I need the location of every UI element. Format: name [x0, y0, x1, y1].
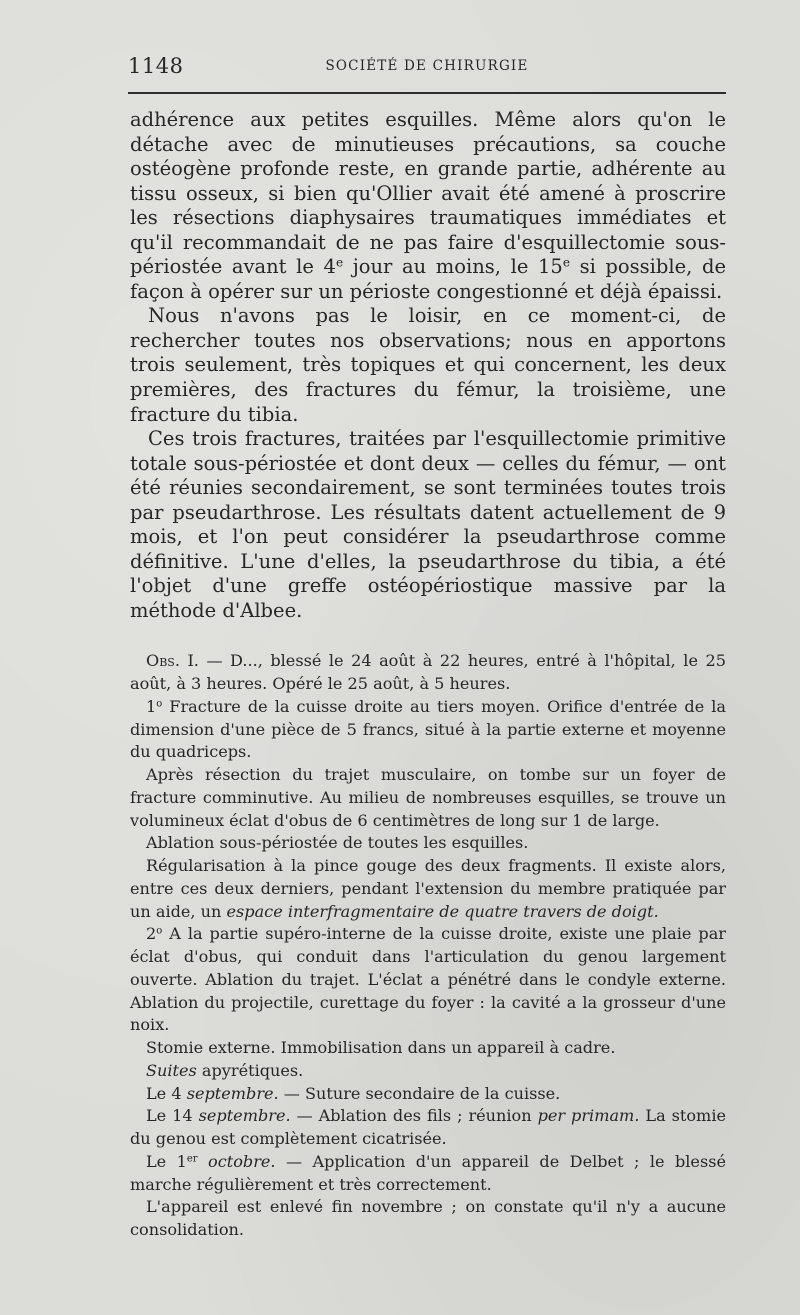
body-text: [130, 108, 726, 1242]
observation-14-septembre: Le 14 septembre. — Ablation des fils ; réunion per primam. La stomie du genou est complètement cicatrisée.: [130, 1106, 726, 1149]
observation-4-septembre: Le 4 septembre. — Suture secondaire de la cuisse.: [146, 1083, 561, 1103]
header-rule: [128, 92, 726, 94]
section-gap: [130, 623, 726, 650]
observation-stomie: Stomie externe. Immobilisation dans un appareil à cadre.: [146, 1038, 616, 1058]
observation-1-octobre: Le 1er octobre. — Application d'un appareil de Delbet ; le blessé marche régulièrement et très correctement.: [130, 1151, 726, 1194]
paragraph-fractures: Ces trois fractures, traitées par l'esquillectomie primitive totale sous-périostée et dont deux — celles du fémur, — ont été réunies secondairement, se sont terminées toutes trois par pseudarthrose. Les résultats datent actuellement de 9 mois, et l'on peut considérer la pseudarthrose comme définitive. L'une d'elles, la pseudarthrose du tibia, a été l'objet d'une greffe ostéopériostique massive par la méthode d'Albee.: [130, 427, 726, 622]
observation-ablation: Ablation sous-périostée de toutes les esquilles.: [146, 833, 529, 853]
observation-resection: Après résection du trajet musculaire, on tombe sur un foyer de fracture comminutive. Au milieu de nombreuses esquilles, se trouve un volumineux éclat d'obus de 6 centimètres de long sur 1 de large.: [130, 765, 726, 830]
paragraph-continuation: adhérence aux petites esquilles. Même alors qu'on le détache avec de minutieuses précautions, sa couche ostéogène profonde reste, en grande partie, adhérente au tissu osseux, si bien qu'Ollier avait été amené à proscrire les résections diaphysaires traumatiques immédiates et qu'il recommandait de ne pas faire d'esquillectomie sous-périostée avant le 4e jour au moins, le 15e si possible, de façon à opérer sur un périoste congestionné et déjà épaissi.: [130, 108, 726, 303]
observation-regularisation: Régularisation à la pince gouge des deux fragments. Il existe alors, entre ces deux derniers, pendant l'extension du membre pratiquée par un aide, un espace interfragmentaire de quatre travers de doigt.: [130, 856, 726, 921]
page-number: 1148: [128, 54, 184, 78]
running-head: [128, 54, 726, 80]
observation-item-1: 1$^o$ Fracture de la cuisse droite au tiers moyen. Orifice d'entrée de la dimension d'une pièce de 5 francs, situé à la partie externe et moyenne du quadriceps.: [130, 696, 726, 762]
observation-item-2: 2$^o$ A la partie supéro-interne de la cuisse droite, existe une plaie par éclat d'obus, qui conduit dans l'articulation du genou largement ouverte. Ablation du trajet. L'éclat a pénétré dans le condyle externe. Ablation du projectile, curettage du foyer : la cavité a la grosseur d'une noix.: [130, 924, 726, 1035]
paragraph-observations: Nous n'avons pas le loisir, en ce moment-ci, de rechercher toutes nos observations; nous en apportons trois seulement, très topiques et qui concernent, les deux premières, des fractures du fémur, la troisième, une fracture du tibia.: [130, 304, 726, 426]
journal-title: SOCIÉTÉ DE CHIRURGIE: [325, 58, 529, 74]
observation-suites: Suites apyrétiques.: [146, 1060, 304, 1080]
observation-appareil: L'appareil est enlevé fin novembre ; on constate qu'il n'y a aucune consolidation.: [130, 1197, 726, 1240]
observation-heading: Obs. I. — D..., blessé le 24 août à 22 heures, entré à l'hôpital, le 25 août, à 3 heures. Opéré le 25 août, à 5 heures.: [130, 651, 726, 694]
